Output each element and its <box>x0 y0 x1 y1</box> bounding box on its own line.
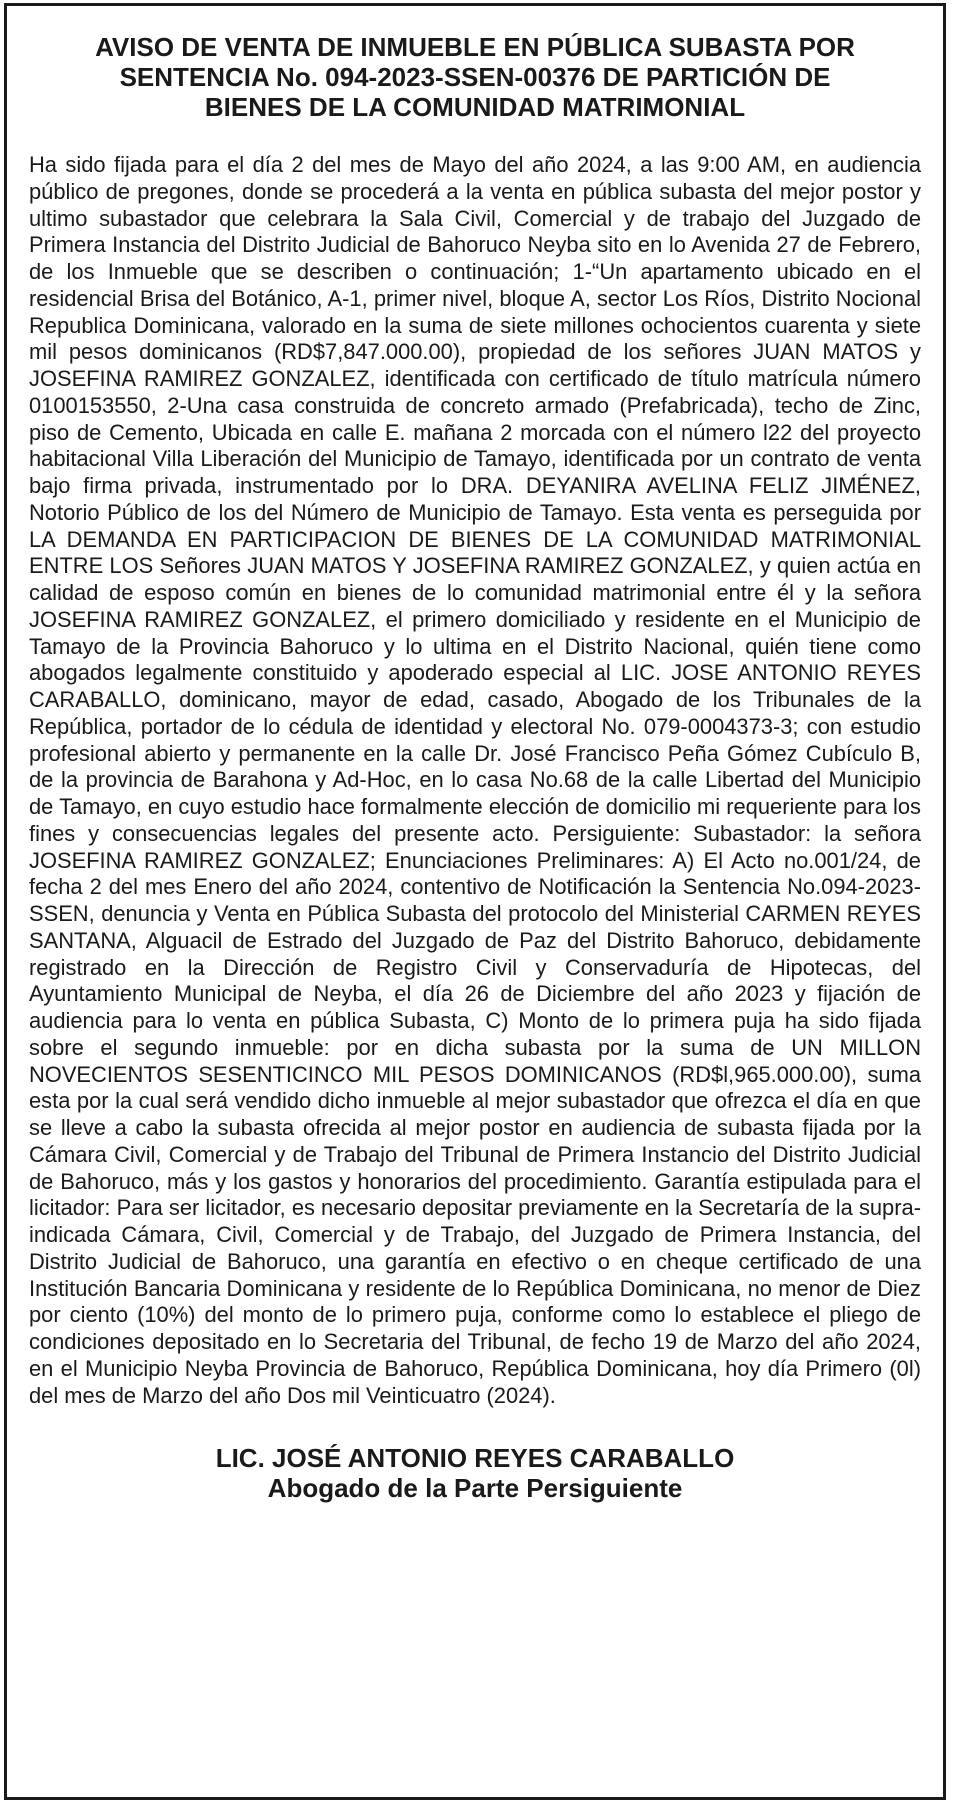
signature-name: LIC. JOSÉ ANTONIO REYES CARABALLO <box>215 1443 735 1474</box>
title-line-1: AVISO DE VENTA DE INMUEBLE EN PÚBLICA SUBASTA POR <box>95 32 855 62</box>
title-line-2: SENTENCIA No. 094-2023-SSEN-00376 DE PARTICIÓN DE <box>119 62 831 92</box>
title-line-3: BIENES DE LA COMUNIDAD MATRIMONIAL <box>204 92 746 122</box>
legal-notice <box>4 3 946 1800</box>
notice-body: Ha sido fijada para el día 2 del mes de Mayo del año 2024, a las 9:00 AM, en audiencia público de pregones, donde se procederá a la venta en pública subasta del mejor postor y ultimo subastador que celebrara la Sala Civil, Comercial y de trabajo del Juzgado de Primera Instancia del Distrito Judicial de Bahoruco Neyba sito en lo Avenida 27 de Febrero, de los Inmueble que se describen o continuación; 1-“Un apartamento ubicado en el residencial Brisa del Botánico, A-1, primer nivel, bloque A, sector Los Ríos, Distrito Nocional Republica Dominicana, valorado en la suma de siete millones ochocientos cuarenta y siete mil pesos dominicanos (RD$7,847.000.00), propiedad de los señores JUAN MATOS y JOSEFINA RAMIREZ GONZALEZ, identificada con certificado de título matrícula número 0100153550, 2-Una casa construida de concreto armado (Prefabricada), techo de Zinc, piso de Cemento, Ubicada en calle E. mañana 2 morcada con el número l22 del proyecto habitacional Villa Liberación del Municipio de Tamayo, identificada por un contrato de venta bajo firma privada, instrumentado por lo DRA. DEYANIRA AVELINA FELIZ JIMÉNEZ, Notorio Público de los del Número de Municipio de Tamayo. Esta venta es perseguida por LA DEMANDA EN PARTICIPACION DE BIENES DE LA COMUNIDAD MATRIMONIAL ENTRE LOS Señores JUAN MATOS Y JOSEFINA RAMIREZ GONZALEZ, y quien actúa en calidad de esposo común en bienes de lo comunidad matrimonial entre él y la señora JOSEFINA RAMIREZ GONZALEZ, el primero domiciliado y residente en el Municipio de Tamayo de la Provincia Bahoruco y lo ultima en el Distrito Nacional, quién tiene como abogados legalmente constituido y apoderado especial al LIC. JOSE ANTONIO REYES CARABALLO, dominicano, mayor de edad, casado, Abogado de los Tribunales de la República, portador de lo cédula de identidad y electoral No. 079-0004373-3; con estudio profesional abierto y permanente en la calle Dr. José Francisco Peña Gómez Cubículo B, de la provincia de Barahona y Ad-Hoc, en lo casa No.68 de la calle Libertad del Municipio de Tamayo, en cuyo estudio hace formalmente elección de domicilio mi requeriente para los fines y consecuencias legales del presente acto. Persiguiente: Subastador: la señora JOSEFINA RAMIREZ GONZALEZ; Enunciaciones Preliminares: A) El Acto no.001/24, de fecha 2 del mes Enero del año 2024, contentivo de Notificación la Sentencia No.094-2023-SSEN, denuncia y Venta en Pública Subasta del protocolo del Ministerial CARMEN REYES SANTANA, Alguacil de Estrado del Juzgado de Paz del Distrito Bahoruco, debidamente registrado en la Dirección de Registro Civil y Conservaduría de Hipotecas, del Ayuntamiento Municipal de Neyba, el día 26 de Diciembre del año 2023 y fijación de audiencia para lo venta en pública Subasta, C) Monto de lo primera puja ha sido fijada sobre el segundo inmueble: por en dicha subasta por la suma de UN MILLON NOVECIENTOS SESENTICINCO MIL PESOS DOMINICANOS (RD$l,965.000.00), suma esta por la cual será vendido dicho inmueble al mejor subastador que ofrezca el día en que se lleve a cabo la subasta ofrecida al mejor postor en audiencia de subasta fijada por la Cámara Civil, Comercial y de Trabajo del Tribunal de Primera Instancio del Distrito Judicial de Bahoruco, más y los gastos y honorarios del procedimiento. Garantía estipulada para el licitador: Para ser licitador, es necesario depositar previamente en la Secretaría de la supra-indicada Cámara, Civil, Comercial y de Trabajo, del Juzgado de Primera Instancia, del Distrito Judicial de Bahoruco, una garantía en efectivo o en cheque certificado de una Institución Bancaria Dominicana y residente de lo República Dominicana, no menor de Diez por ciento (10%) del monto de lo primero puja, conforme como lo establece el pliego de condiciones depositado en lo Secretaria del Tribunal, de fecho 19 de Marzo del año 2024, en el Municipio Neyba Provincia de Bahoruco, República Dominicana, hoy día Primero (0l) del mes de Marzo del año Dos mil Veinticuatro (2024). <box>29 152 921 1408</box>
signature-block <box>29 1443 921 1503</box>
notice-title <box>37 32 913 122</box>
signature-role: Abogado de la Parte Persiguiente <box>267 1473 683 1504</box>
